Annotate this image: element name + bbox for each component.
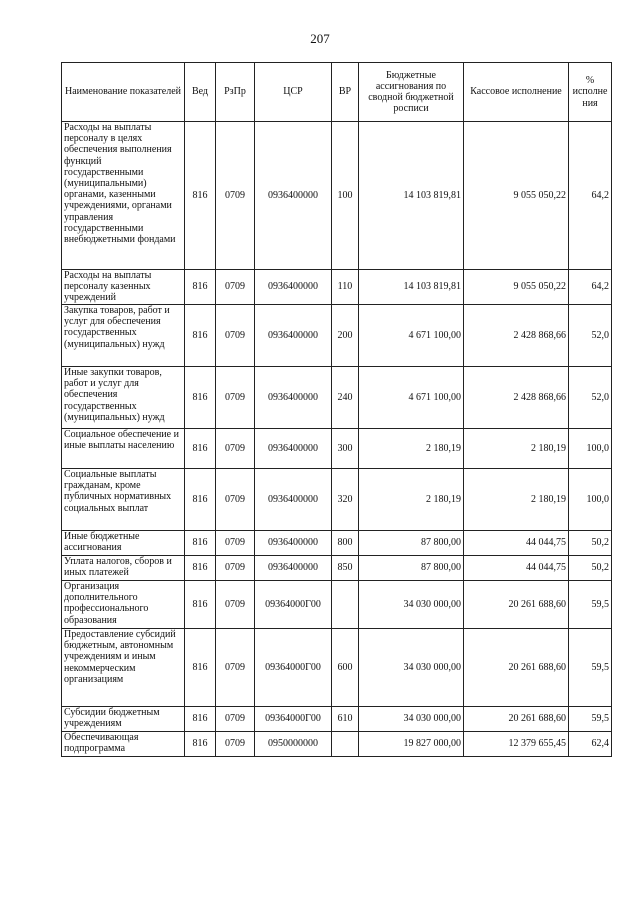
row-vr: 240 bbox=[332, 367, 359, 429]
row-percent: 59,5 bbox=[569, 707, 612, 732]
row-percent: 62,4 bbox=[569, 732, 612, 757]
row-cash: 20 261 688,60 bbox=[464, 707, 569, 732]
row-rzpr: 0709 bbox=[216, 122, 255, 270]
table-row bbox=[62, 305, 612, 367]
table-row bbox=[62, 732, 612, 757]
row-cash: 20 261 688,60 bbox=[464, 629, 569, 707]
row-name: Расходы на выплаты персоналу казенных учреждений bbox=[62, 270, 185, 305]
row-vr: 100 bbox=[332, 122, 359, 270]
header-csr: ЦСР bbox=[255, 63, 332, 122]
row-cash: 44 044,75 bbox=[464, 556, 569, 581]
row-assignments: 19 827 000,00 bbox=[359, 732, 464, 757]
header-assignments: Бюджетные ассигнования по сводной бюджетной росписи bbox=[359, 63, 464, 122]
row-percent: 100,0 bbox=[569, 469, 612, 531]
row-rzpr: 0709 bbox=[216, 732, 255, 757]
row-cash: 9 055 050,22 bbox=[464, 122, 569, 270]
row-name: Закупка товаров, работ и услуг для обеспечения государственных (муниципальных) нужд bbox=[62, 305, 185, 367]
row-csr: 09364000Г00 bbox=[255, 629, 332, 707]
row-cash: 2 428 868,66 bbox=[464, 305, 569, 367]
row-assignments: 4 671 100,00 bbox=[359, 367, 464, 429]
row-cash: 2 180,19 bbox=[464, 429, 569, 469]
row-cash: 12 379 655,45 bbox=[464, 732, 569, 757]
row-assignments: 14 103 819,81 bbox=[359, 270, 464, 305]
row-assignments: 34 030 000,00 bbox=[359, 581, 464, 629]
table-row bbox=[62, 556, 612, 581]
row-rzpr: 0709 bbox=[216, 429, 255, 469]
row-cash: 44 044,75 bbox=[464, 531, 569, 556]
page-number: 207 bbox=[310, 31, 330, 46]
table-row bbox=[62, 122, 612, 270]
row-rzpr: 0709 bbox=[216, 469, 255, 531]
row-name: Социальные выплаты гражданам, кроме публичных нормативных социальных выплат bbox=[62, 469, 185, 531]
row-cash: 9 055 050,22 bbox=[464, 270, 569, 305]
row-percent: 52,0 bbox=[569, 305, 612, 367]
row-csr: 0936400000 bbox=[255, 531, 332, 556]
row-csr: 0936400000 bbox=[255, 305, 332, 367]
row-vr: 300 bbox=[332, 429, 359, 469]
budget-table bbox=[61, 62, 612, 757]
row-rzpr: 0709 bbox=[216, 367, 255, 429]
row-percent: 64,2 bbox=[569, 270, 612, 305]
row-ved: 816 bbox=[185, 556, 216, 581]
row-name: Расходы на выплаты персоналу в целях обеспечения выполнения функций государственными (муниципальными) органами, казенными учреждениями, органами управления государственными внебюджетными фондами bbox=[62, 122, 185, 270]
row-assignments: 4 671 100,00 bbox=[359, 305, 464, 367]
row-cash: 2 428 868,66 bbox=[464, 367, 569, 429]
row-vr: 320 bbox=[332, 469, 359, 531]
table-row bbox=[62, 629, 612, 707]
row-csr: 09364000Г00 bbox=[255, 707, 332, 732]
row-csr: 0950000000 bbox=[255, 732, 332, 757]
row-csr: 0936400000 bbox=[255, 270, 332, 305]
table-header-row bbox=[62, 63, 612, 122]
row-ved: 816 bbox=[185, 367, 216, 429]
row-vr: 800 bbox=[332, 531, 359, 556]
row-name: Организация дополнительного профессионального образования bbox=[62, 581, 185, 629]
row-vr: 850 bbox=[332, 556, 359, 581]
row-ved: 816 bbox=[185, 732, 216, 757]
table-row bbox=[62, 581, 612, 629]
table-row bbox=[62, 707, 612, 732]
row-percent: 100,0 bbox=[569, 429, 612, 469]
header-vr: ВР bbox=[332, 63, 359, 122]
row-name: Социальное обеспечение и иные выплаты населению bbox=[62, 429, 185, 469]
row-assignments: 87 800,00 bbox=[359, 531, 464, 556]
table-row bbox=[62, 367, 612, 429]
row-vr: 200 bbox=[332, 305, 359, 367]
row-percent: 59,5 bbox=[569, 581, 612, 629]
table-row bbox=[62, 469, 612, 531]
row-vr: 600 bbox=[332, 629, 359, 707]
header-cash: Кассовое исполнение bbox=[464, 63, 569, 122]
row-name: Субсидии бюджетным учреждениям bbox=[62, 707, 185, 732]
row-assignments: 34 030 000,00 bbox=[359, 629, 464, 707]
row-percent: 50,2 bbox=[569, 531, 612, 556]
row-csr: 0936400000 bbox=[255, 122, 332, 270]
row-ved: 816 bbox=[185, 122, 216, 270]
row-assignments: 14 103 819,81 bbox=[359, 122, 464, 270]
row-assignments: 34 030 000,00 bbox=[359, 707, 464, 732]
row-assignments: 87 800,00 bbox=[359, 556, 464, 581]
row-ved: 816 bbox=[185, 629, 216, 707]
header-name: Наименование показателей bbox=[62, 63, 185, 122]
row-vr bbox=[332, 581, 359, 629]
row-name: Обеспечивающая подпрограмма bbox=[62, 732, 185, 757]
row-ved: 816 bbox=[185, 429, 216, 469]
table-row bbox=[62, 270, 612, 305]
row-ved: 816 bbox=[185, 469, 216, 531]
row-assignments: 2 180,19 bbox=[359, 469, 464, 531]
row-assignments: 2 180,19 bbox=[359, 429, 464, 469]
row-percent: 64,2 bbox=[569, 122, 612, 270]
row-csr: 0936400000 bbox=[255, 469, 332, 531]
table-row bbox=[62, 429, 612, 469]
header-rzpr: РзПр bbox=[216, 63, 255, 122]
row-vr: 610 bbox=[332, 707, 359, 732]
table-row bbox=[62, 531, 612, 556]
row-csr: 0936400000 bbox=[255, 556, 332, 581]
header-percent: % исполне ния bbox=[569, 63, 612, 122]
row-ved: 816 bbox=[185, 305, 216, 367]
row-percent: 52,0 bbox=[569, 367, 612, 429]
row-name: Уплата налогов, сборов и иных платежей bbox=[62, 556, 185, 581]
row-percent: 59,5 bbox=[569, 629, 612, 707]
row-ved: 816 bbox=[185, 531, 216, 556]
row-csr: 09364000Г00 bbox=[255, 581, 332, 629]
row-ved: 816 bbox=[185, 581, 216, 629]
row-rzpr: 0709 bbox=[216, 629, 255, 707]
row-ved: 816 bbox=[185, 707, 216, 732]
row-name: Предоставление субсидий бюджетным, автономным учреждениям и иным некоммерческим организациям bbox=[62, 629, 185, 707]
row-csr: 0936400000 bbox=[255, 367, 332, 429]
row-ved: 816 bbox=[185, 270, 216, 305]
row-rzpr: 0709 bbox=[216, 531, 255, 556]
row-cash: 20 261 688,60 bbox=[464, 581, 569, 629]
row-rzpr: 0709 bbox=[216, 556, 255, 581]
row-rzpr: 0709 bbox=[216, 305, 255, 367]
row-vr bbox=[332, 732, 359, 757]
row-percent: 50,2 bbox=[569, 556, 612, 581]
row-vr: 110 bbox=[332, 270, 359, 305]
row-cash: 2 180,19 bbox=[464, 469, 569, 531]
row-name: Иные бюджетные ассигнования bbox=[62, 531, 185, 556]
row-rzpr: 0709 bbox=[216, 270, 255, 305]
row-name: Иные закупки товаров, работ и услуг для обеспечения государственных (муниципальных) нужд bbox=[62, 367, 185, 429]
header-ved: Вед bbox=[185, 63, 216, 122]
row-rzpr: 0709 bbox=[216, 707, 255, 732]
row-csr: 0936400000 bbox=[255, 429, 332, 469]
row-rzpr: 0709 bbox=[216, 581, 255, 629]
